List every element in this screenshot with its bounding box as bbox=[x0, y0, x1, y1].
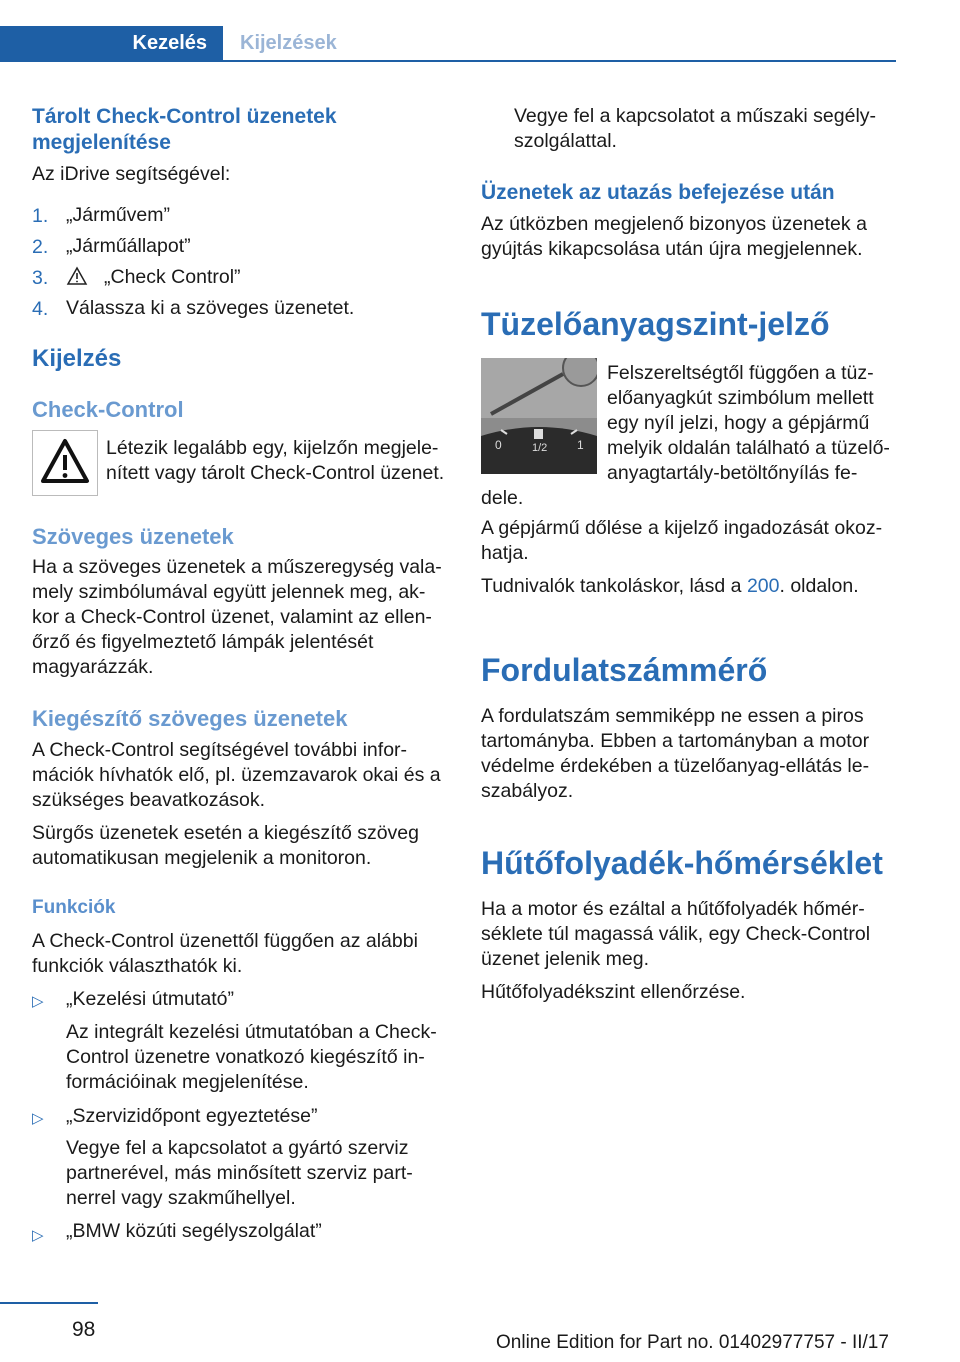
heading-stored-messages: Tárolt Check-Control üzenetek bbox=[32, 105, 337, 128]
szoveges-text: mely szimbólumával együtt jelennek meg, ak‐ bbox=[32, 581, 426, 603]
tankolas-prefix: Tudnivalók tankoláskor, lásd a bbox=[481, 575, 747, 597]
hut-text: Ha a motor és ezáltal a hűtőfolyadék hőmér‐ bbox=[481, 898, 865, 920]
tuzelo-text: anyagtartály-betöltőnyílás fe‐ bbox=[607, 462, 858, 484]
bullet-text: Control üzenetre vonatkozó kiegészítő in‐ bbox=[66, 1046, 425, 1068]
heading-fordulatszammero: Fordulatszámmérő bbox=[481, 652, 768, 688]
hut-text: üzenet jelenik meg. bbox=[481, 948, 650, 970]
tab-bar bbox=[0, 26, 896, 62]
bullet-triangle-icon: ▷ bbox=[32, 1227, 44, 1244]
page-number: 98 bbox=[72, 1318, 96, 1341]
tuzelo-text: dele. bbox=[481, 487, 524, 509]
heading-stored-messages-line2: megjelenítése bbox=[32, 131, 171, 154]
step-number: 4. bbox=[32, 298, 49, 320]
tankolas-suffix: . oldalon. bbox=[779, 575, 859, 597]
heading-check-control: Check-Control bbox=[32, 397, 184, 422]
kieg-text: mációk hívhatók elő, pl. üzemzavarok okai és a bbox=[32, 764, 441, 786]
warning-triangle-icon bbox=[66, 266, 88, 286]
kieg-text: szükséges beavatkozások. bbox=[32, 789, 266, 811]
utazas-text: gyújtás kikapcsolása után újra megjelennek. bbox=[481, 238, 863, 260]
bullet-title: „Szervizidőpont egyeztetése” bbox=[66, 1105, 318, 1127]
heading-funkciok: Funkciók bbox=[32, 897, 116, 918]
szoveges-text: magyarázzák. bbox=[32, 656, 154, 678]
heading-kiegeszito: Kiegészítő szöveges üzenetek bbox=[32, 706, 348, 731]
bullet-text: Vegye fel a kapcsolatot a gyártó szerviz bbox=[66, 1137, 409, 1159]
continued-text: Vegye fel a kapcsolatot a műszaki segély‐ bbox=[514, 105, 877, 127]
cc-text: Létezik legalább egy, kijelzőn megjele‐ bbox=[106, 437, 439, 459]
idrive-intro: Az iDrive segítségével: bbox=[32, 163, 231, 185]
fordulat-text: szabályoz. bbox=[481, 780, 574, 802]
utazas-text: Az útközben megjelenő bizonyos üzenetek a bbox=[481, 213, 867, 235]
surgos-text: Sürgős üzenetek esetén a kiegészítő szöveg bbox=[32, 822, 419, 844]
fordulat-text: tartományba. Ebben a tartományban a motor bbox=[481, 730, 870, 752]
szoveges-text: Ha a szöveges üzenetek a műszeregység vala‐ bbox=[32, 556, 442, 578]
fuel-gauge-image bbox=[481, 358, 597, 474]
step-text: „Járművem” bbox=[66, 204, 171, 226]
gauge-label-half: 1/2 bbox=[532, 442, 548, 454]
funkciok-text: funkciók választhatók ki. bbox=[32, 955, 243, 977]
edition-footer: Online Edition for Part no. 01402977757 - II/17 bbox=[496, 1332, 889, 1353]
bullet-text: formációinak megjelenítése. bbox=[66, 1071, 309, 1093]
tab-kezeles[interactable]: Kezelés bbox=[0, 26, 223, 60]
heading-kijelzes: Kijelzés bbox=[32, 345, 122, 372]
hut-text: séklete túl magassá válik, egy Check-Control bbox=[481, 923, 871, 945]
tuzelo-text: melyik oldalán található a tüzelő‐ bbox=[607, 437, 890, 459]
continued-text: szolgálattal. bbox=[514, 130, 617, 152]
footer-line bbox=[0, 1302, 98, 1304]
warning-triangle-icon bbox=[33, 431, 97, 495]
szoveges-text: őrző és figyelmeztető lámpák jelentését bbox=[32, 631, 374, 653]
fordulat-text: A fordulatszám semmiképp ne essen a piros bbox=[481, 705, 864, 727]
dolese-text: A gépjármű dőlése a kijelző ingadozását okoz‐ bbox=[481, 517, 883, 539]
bullet-title: „Kezelési útmutató” bbox=[66, 988, 234, 1010]
tuzelo-text: Felszereltségtől függően a tüz‐ bbox=[607, 362, 874, 384]
step-number: 1. bbox=[32, 205, 49, 227]
bullet-text: Az integrált kezelési útmutatóban a Check- bbox=[66, 1021, 437, 1043]
surgos-text: automatikusan megjelenik a monitoron. bbox=[32, 847, 372, 869]
gauge-label-one: 1 bbox=[577, 438, 584, 452]
step-text: „Járműállapot” bbox=[66, 235, 191, 257]
hut-check-text: Hűtőfolyadékszint ellenőrzése. bbox=[481, 981, 746, 1003]
page-link[interactable]: 200 bbox=[746, 575, 780, 597]
bullet-triangle-icon: ▷ bbox=[32, 1110, 44, 1127]
bullet-text: nerrel vagy szakműhellyel. bbox=[66, 1187, 296, 1209]
step-text: „Check Control” bbox=[104, 266, 241, 288]
fordulat-text: védelme érdekében a tüzelőanyag-ellátás le‐ bbox=[481, 755, 870, 777]
tuzelo-text: egy nyíl jelzi, hogy a gépjármű bbox=[607, 412, 870, 434]
gauge-label-zero: 0 bbox=[495, 438, 502, 452]
step-text: Válassza ki a szöveges üzenetet. bbox=[66, 297, 355, 319]
heading-utazas: Üzenetek az utazás befejezése után bbox=[481, 181, 835, 204]
funkciok-text: A Check-Control üzenettől függően az alábbi bbox=[32, 930, 418, 952]
bullet-text: partnerével, más minősített szerviz part‐ bbox=[66, 1162, 413, 1184]
dolese-text: hatja. bbox=[481, 542, 529, 564]
szoveges-text: kor a Check-Control üzenet, valamint az ellen‐ bbox=[32, 606, 432, 628]
tuzelo-text: előanyagkút szimbólum mellett bbox=[607, 387, 874, 409]
step-number: 2. bbox=[32, 236, 49, 258]
bullet-title: „BMW közúti segélyszolgálat” bbox=[66, 1220, 322, 1242]
kieg-text: A Check-Control segítségével további infor‐ bbox=[32, 739, 408, 761]
bullet-triangle-icon: ▷ bbox=[32, 993, 44, 1010]
tankolas-text bbox=[481, 574, 859, 599]
step-number: 3. bbox=[32, 267, 49, 289]
tab-underline bbox=[0, 60, 896, 62]
heading-hutofolyadek: Hűtőfolyadék-hőmérséklet bbox=[481, 845, 883, 881]
cc-text: nített vagy tárolt Check-Control üzenet. bbox=[106, 462, 445, 484]
tab-kijelzesek[interactable]: Kijelzések bbox=[240, 32, 337, 54]
check-control-symbol bbox=[32, 430, 98, 496]
heading-szoveges: Szöveges üzenetek bbox=[32, 524, 234, 549]
heading-tuzeloanyag: Tüzelőanyagszint-jelző bbox=[481, 306, 830, 342]
